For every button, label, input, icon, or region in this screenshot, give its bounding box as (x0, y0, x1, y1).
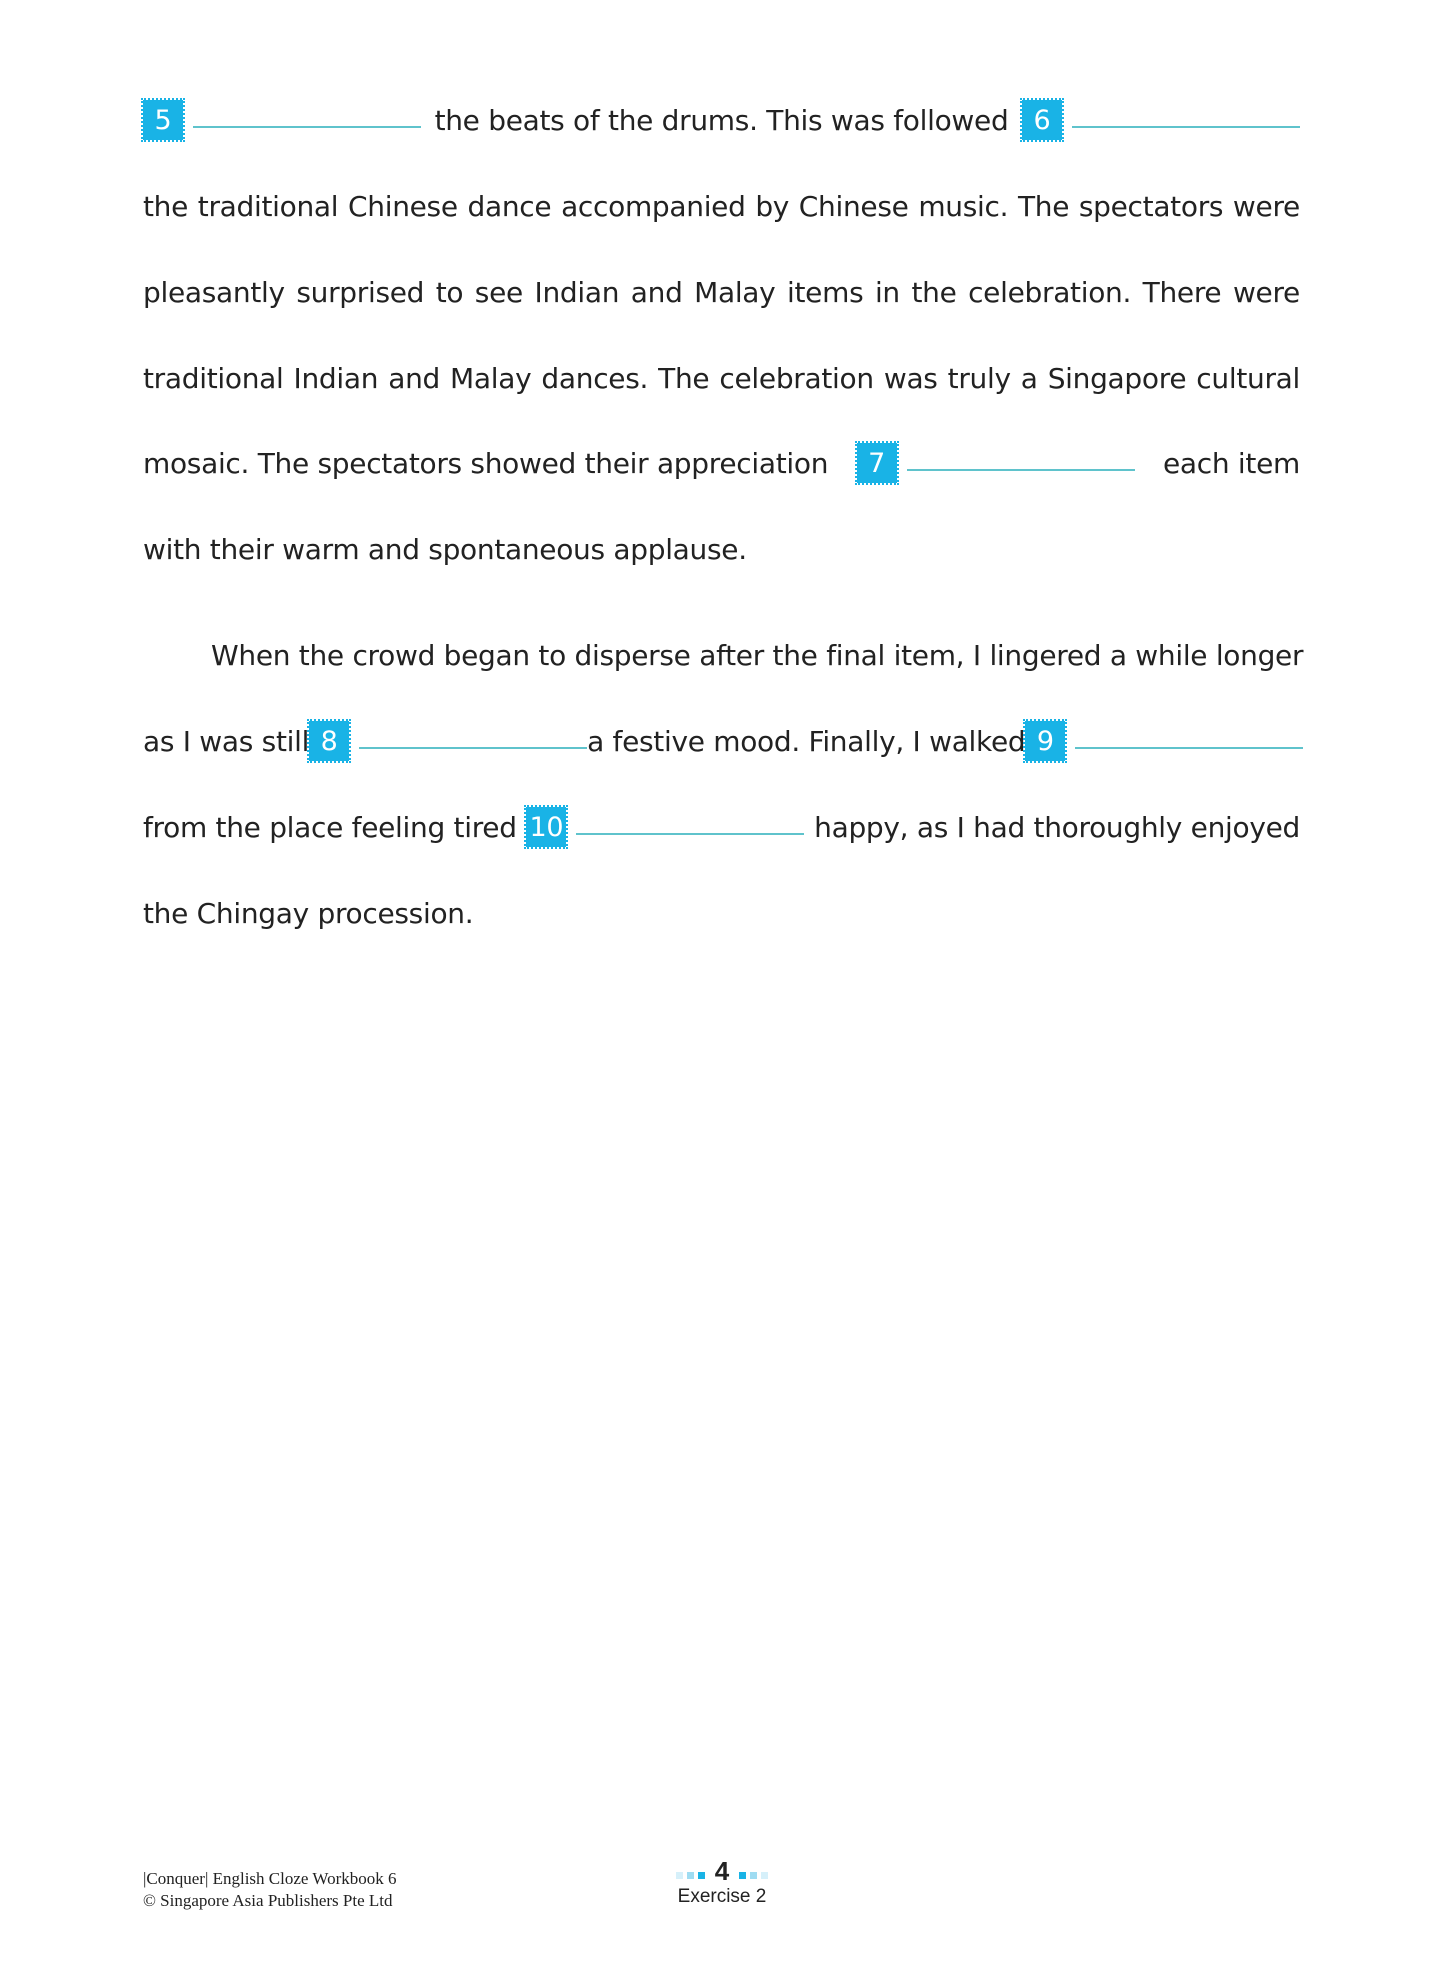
exercise-label: Exercise 2 (677, 1886, 767, 1907)
passage-line (143, 716, 1300, 766)
passage-line (143, 888, 1300, 938)
question-number-badge: 5 (143, 100, 183, 140)
passage-line (143, 181, 1300, 231)
decor-dot (676, 1872, 683, 1879)
passage-text: the Chingay procession. (143, 896, 474, 930)
passage-text: a festive mood. Finally, I walked (587, 724, 1026, 758)
answer-blank-6[interactable] (1022, 100, 1300, 140)
passage-text: traditional Indian and Malay dances. The celebration was truly a Singapore cultural (143, 361, 1300, 395)
decor-dot (761, 1872, 768, 1879)
page-number-text: 4 (714, 1856, 730, 1886)
passage-line (143, 267, 1300, 317)
passage-line (143, 438, 1300, 488)
answer-blank-7[interactable] (857, 443, 1135, 483)
question-number-badge: 10 (526, 807, 566, 847)
footer-credits (143, 1868, 397, 1912)
passage-text: with their warm and spontaneous applause. (143, 532, 747, 566)
question-number-badge: 8 (309, 721, 349, 761)
passage-text: as I was still (143, 724, 310, 758)
passage-line (211, 630, 1304, 680)
answer-blank-9[interactable] (1025, 721, 1303, 761)
passage-text: pleasantly surprised to see Indian and Malay items in the celebration. There were (143, 275, 1300, 309)
decor-dot (698, 1872, 705, 1879)
question-number-badge: 6 (1022, 100, 1062, 140)
answer-blank-10[interactable] (526, 807, 804, 847)
passage-text: When the crowd began to disperse after the final item, I lingered a while longer (211, 638, 1304, 672)
answer-blank-8[interactable] (309, 721, 587, 761)
passage-text: each item (1162, 446, 1300, 480)
copyright: © Singapore Asia Publishers Pte Ltd (143, 1891, 393, 1910)
passage-line (143, 353, 1300, 403)
passage-line (143, 524, 1300, 574)
decor-dot (750, 1872, 757, 1879)
answer-line[interactable] (576, 833, 804, 835)
passage-text: mosaic. The spectators showed their appreciation (143, 446, 829, 480)
passage-text: happy, as I had thoroughly enjoyed (814, 810, 1300, 844)
decor-dot (687, 1872, 694, 1879)
passage-text: the traditional Chinese dance accompanied by Chinese music. The spectators were (143, 189, 1300, 223)
page-number (622, 1856, 822, 1887)
answer-blank-5[interactable] (143, 100, 421, 140)
answer-line[interactable] (1072, 126, 1300, 128)
answer-line[interactable] (193, 126, 421, 128)
answer-line[interactable] (1075, 747, 1303, 749)
decor-dot (739, 1872, 746, 1879)
passage-line (143, 95, 1300, 145)
book-title: |Conquer| English Cloze Workbook 6 (143, 1869, 397, 1888)
answer-line[interactable] (907, 469, 1135, 471)
passage-text: the beats of the drums. This was followed (434, 103, 1009, 137)
question-number-badge: 9 (1025, 721, 1065, 761)
question-number-badge: 7 (857, 443, 897, 483)
passage-text: from the place feeling tired (143, 810, 517, 844)
answer-line[interactable] (359, 747, 587, 749)
passage-line (143, 802, 1300, 852)
